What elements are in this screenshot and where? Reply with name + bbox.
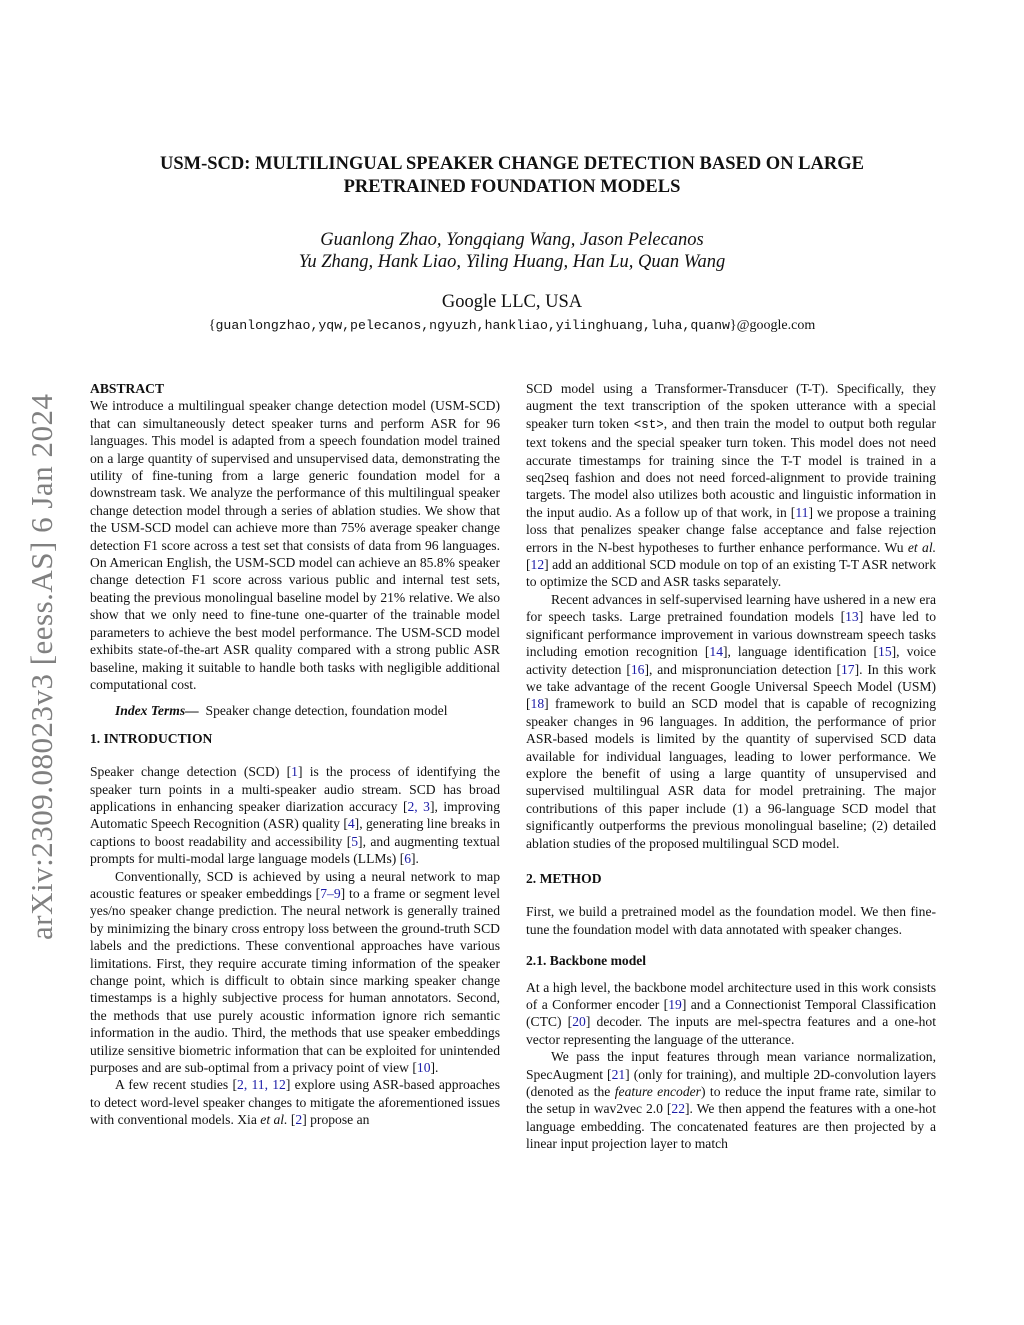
method-heading: 2. METHOD (526, 870, 602, 886)
arxiv-identifier: arXiv:2309.08023v3 [eess.AS] 6 Jan 2024 (24, 393, 59, 940)
citation-link[interactable]: 2, 11, 12 (237, 1077, 286, 1093)
citation-link[interactable]: 15 (878, 644, 892, 660)
citation-link[interactable]: 5 (351, 833, 359, 849)
authors-line-2: Yu Zhang, Hank Liao, Yiling Huang, Han Lu, Quan Wang (298, 252, 726, 272)
citation-link[interactable]: 18 (530, 696, 545, 712)
citation-link[interactable]: 21 (611, 1066, 626, 1082)
author-emails (60, 318, 964, 334)
citation-link[interactable]: 7–9 (320, 885, 341, 901)
intro-paragraph-2: Conventionally, SCD is achieved by using a neural network to map acoustic features or speaker embeddings [7–9] to a frame or segment level yes/no speaker change prediction. The neural network is generally trained by minimizing the binary cross entropy loss between the ground-truth SCD labels and the predictions. These conventional approaches have various limitations. First, they require accurate timing information of the speaker change point, which is difficult to obtain since marking speaker change timestamps is a highly subjective process for human annotators. Second, the methods that use purely acoustic information ignore rich semantic information in the audio. Third, the methods that use speaker embeddings utilize sensitive biometric information that can be exploited for unintended purposes and are sub-optimal from a privacy point of view [10]. (90, 868, 500, 1076)
citation-link[interactable]: 22 (671, 1101, 685, 1117)
left-column (90, 380, 500, 1129)
title-line-1: USM-SCD: MULTILINGUAL SPEAKER CHANGE DETECTION BASED ON LARGE (160, 154, 864, 174)
intro-paragraph-1: Speaker change detection (SCD) [1] is the process of identifying the speaker turn points in a multi-speaker audio stream. SCD has broad applications in enhancing speaker diarization accuracy [2, 3], improving Automatic Speech Recognition (ASR) quality [4], generating line breaks in captions to boost readability and accessibility [5], and augmenting textual prompts for multi-modal large language models (LLMs) [6]. (90, 764, 501, 867)
citation-link[interactable]: 17 (840, 661, 855, 677)
backbone-paragraph-1: At a high level, the backbone model architecture used in this work consists of a Conformer encoder [19] and a Connectionist Temporal Classification (CTC) [20] decoder. The inputs are mel-spectra features and a one-hot vector representing the language of the utterance. (526, 979, 937, 1047)
backbone-paragraph-2: We pass the input features through mean variance normalization, SpecAugment [21] (only for training), and multiple 2D-convolution layers (denoted as the feature encoder) to reduce the input frame rate, similar to the setup in wav2vec 2.0 [22]. We then append the features with a one-hot language embedding. The concatenated features are then projected by a linear input projection layer to match (526, 1049, 936, 1152)
email-brace-close: }@google.com (729, 318, 816, 333)
citation-link[interactable]: 19 (668, 997, 682, 1012)
citation-link[interactable]: 16 (630, 661, 645, 677)
citation-link[interactable]: 13 (845, 609, 859, 625)
authors-line-1: Guanlong Zhao, Yongqiang Wang, Jason Pelecanos (320, 230, 704, 250)
citation-link[interactable]: 11 (795, 504, 809, 520)
citation-link[interactable]: 6 (404, 851, 412, 867)
author-list (110, 229, 914, 273)
email-brace-open: { (208, 318, 216, 333)
right-paragraph-1: SCD model using a Transformer-Transducer (T-T). Specifically, they augment the text transcription of the spoken utterance with a special speaker turn token <st>, and then train the model to output both regular text tokens and the special speaker turn token. This model does not need accurate timestamps for training since the T-T model is trained in a seq2seq fashion and does not need forced-alignment to provide training targets. The model also utilizes both acoustic and linguistic information in the input audio. As a follow up of that work, in [11] we propose a training loss that penalizes speaker change false acceptance and false rejection errors in the N-best hypotheses to further enhance performance. Wu et al. [12] add an additional SCD module on top of an existing T-T ASR network to optimize the SCD and ASR tasks separately. (526, 381, 937, 590)
citation-link[interactable]: 10 (416, 1060, 431, 1076)
right-paragraph-2: Recent advances in self-supervised learning have ushered in a new era for speech tasks. Large pretrained foundation models [13] have led to significant performance improvement in various downstream speech tasks including emotion recognition [14], language identification [15], voice activity detection [16], and mispronunciation detection [17]. In this work we take advantage of the recent Google Universal Speech Model (USM) [18] framework to build an SCD model that is capable of recognizing speaker changes in 96 languages. In addition, the performance of prior ASR-based models is limited by the quantity of supervised SCD data available for individual languages, leading to lower performance. We explore the benefit of using a large quantity of unsupervised and supervised multilingual ASR data for model pretraining. The major contributions of this paper include (1) a 96-language SCD model that significantly outperforms the previous monolingual baseline; (2) detailed ablation studies of the proposed multilingual SCD model. (526, 591, 937, 851)
backbone-model-heading: 2.1. Backbone model (526, 953, 647, 969)
citation-link[interactable]: 2 (295, 1112, 303, 1128)
intro-paragraph-3: A few recent studies [2, 11, 12] explore using ASR-based approaches to detect word-level speaker changes to mitigate the aforementioned issues with conventional models. Xia et al. [2] propose an (90, 1077, 501, 1128)
right-column (526, 380, 936, 1153)
index-terms-text: Speaker change detection, foundation model (205, 703, 448, 719)
citation-link[interactable]: 2, 3 (407, 798, 430, 814)
speaker-turn-token: <st> (633, 417, 664, 432)
affiliation: Google LLC, USA (441, 292, 583, 312)
paper-title (110, 153, 914, 199)
citation-link[interactable]: 14 (709, 644, 723, 660)
title-line-2: PRETRAINED FOUNDATION MODELS (343, 177, 681, 197)
index-terms-label: Index Terms— (115, 703, 199, 719)
email-usernames: guanlongzhao,yqw,pelecanos,ngyuzh,hankliao,yilinghuang,luha,quanw (215, 318, 730, 333)
index-terms (90, 702, 500, 719)
method-paragraph: First, we build a pretrained model as the foundation model. We then fine-tune the foundation model with data annotated with speaker changes. (526, 904, 936, 937)
citation-link[interactable]: 20 (572, 1014, 586, 1030)
citation-link[interactable]: 12 (530, 557, 545, 573)
abstract-heading: ABSTRACT (90, 381, 165, 396)
citation-link[interactable]: 1 (291, 764, 298, 780)
introduction-heading: 1. INTRODUCTION (90, 730, 213, 746)
abstract-text: We introduce a multilingual speaker change detection model (USM-SCD) that can simultaneously detect speaker turns and perform ASR for 96 languages. This model is adapted from a speech foundation model trained on a large quantity of supervised and unsupervised data, demonstrating the utility of fine-tuning from a large generic foundation model for a downstream task. We analyze the performance of this multilingual speaker change detection model through a series of ablation studies. We show that the USM-SCD model can achieve more than 75% average speaker change detection F1 score across a test set that consists of data from 96 languages. On American English, the USM-SCD model can achieve an 85.8% speaker change detection F1 score across various public and internal test sets, beating the previous monolingual baseline model by 21% relative. We also show that we only need to fine-tune one-quarter of the trainable model parameters to achieve the best model performance. The USM-SCD model exhibits state-of-the-art ASR quality compared with a strong public ASR baseline, making it suitable to handle both tasks with negligible additional computational cost. (90, 398, 500, 692)
citation-link[interactable]: 4 (347, 816, 355, 832)
